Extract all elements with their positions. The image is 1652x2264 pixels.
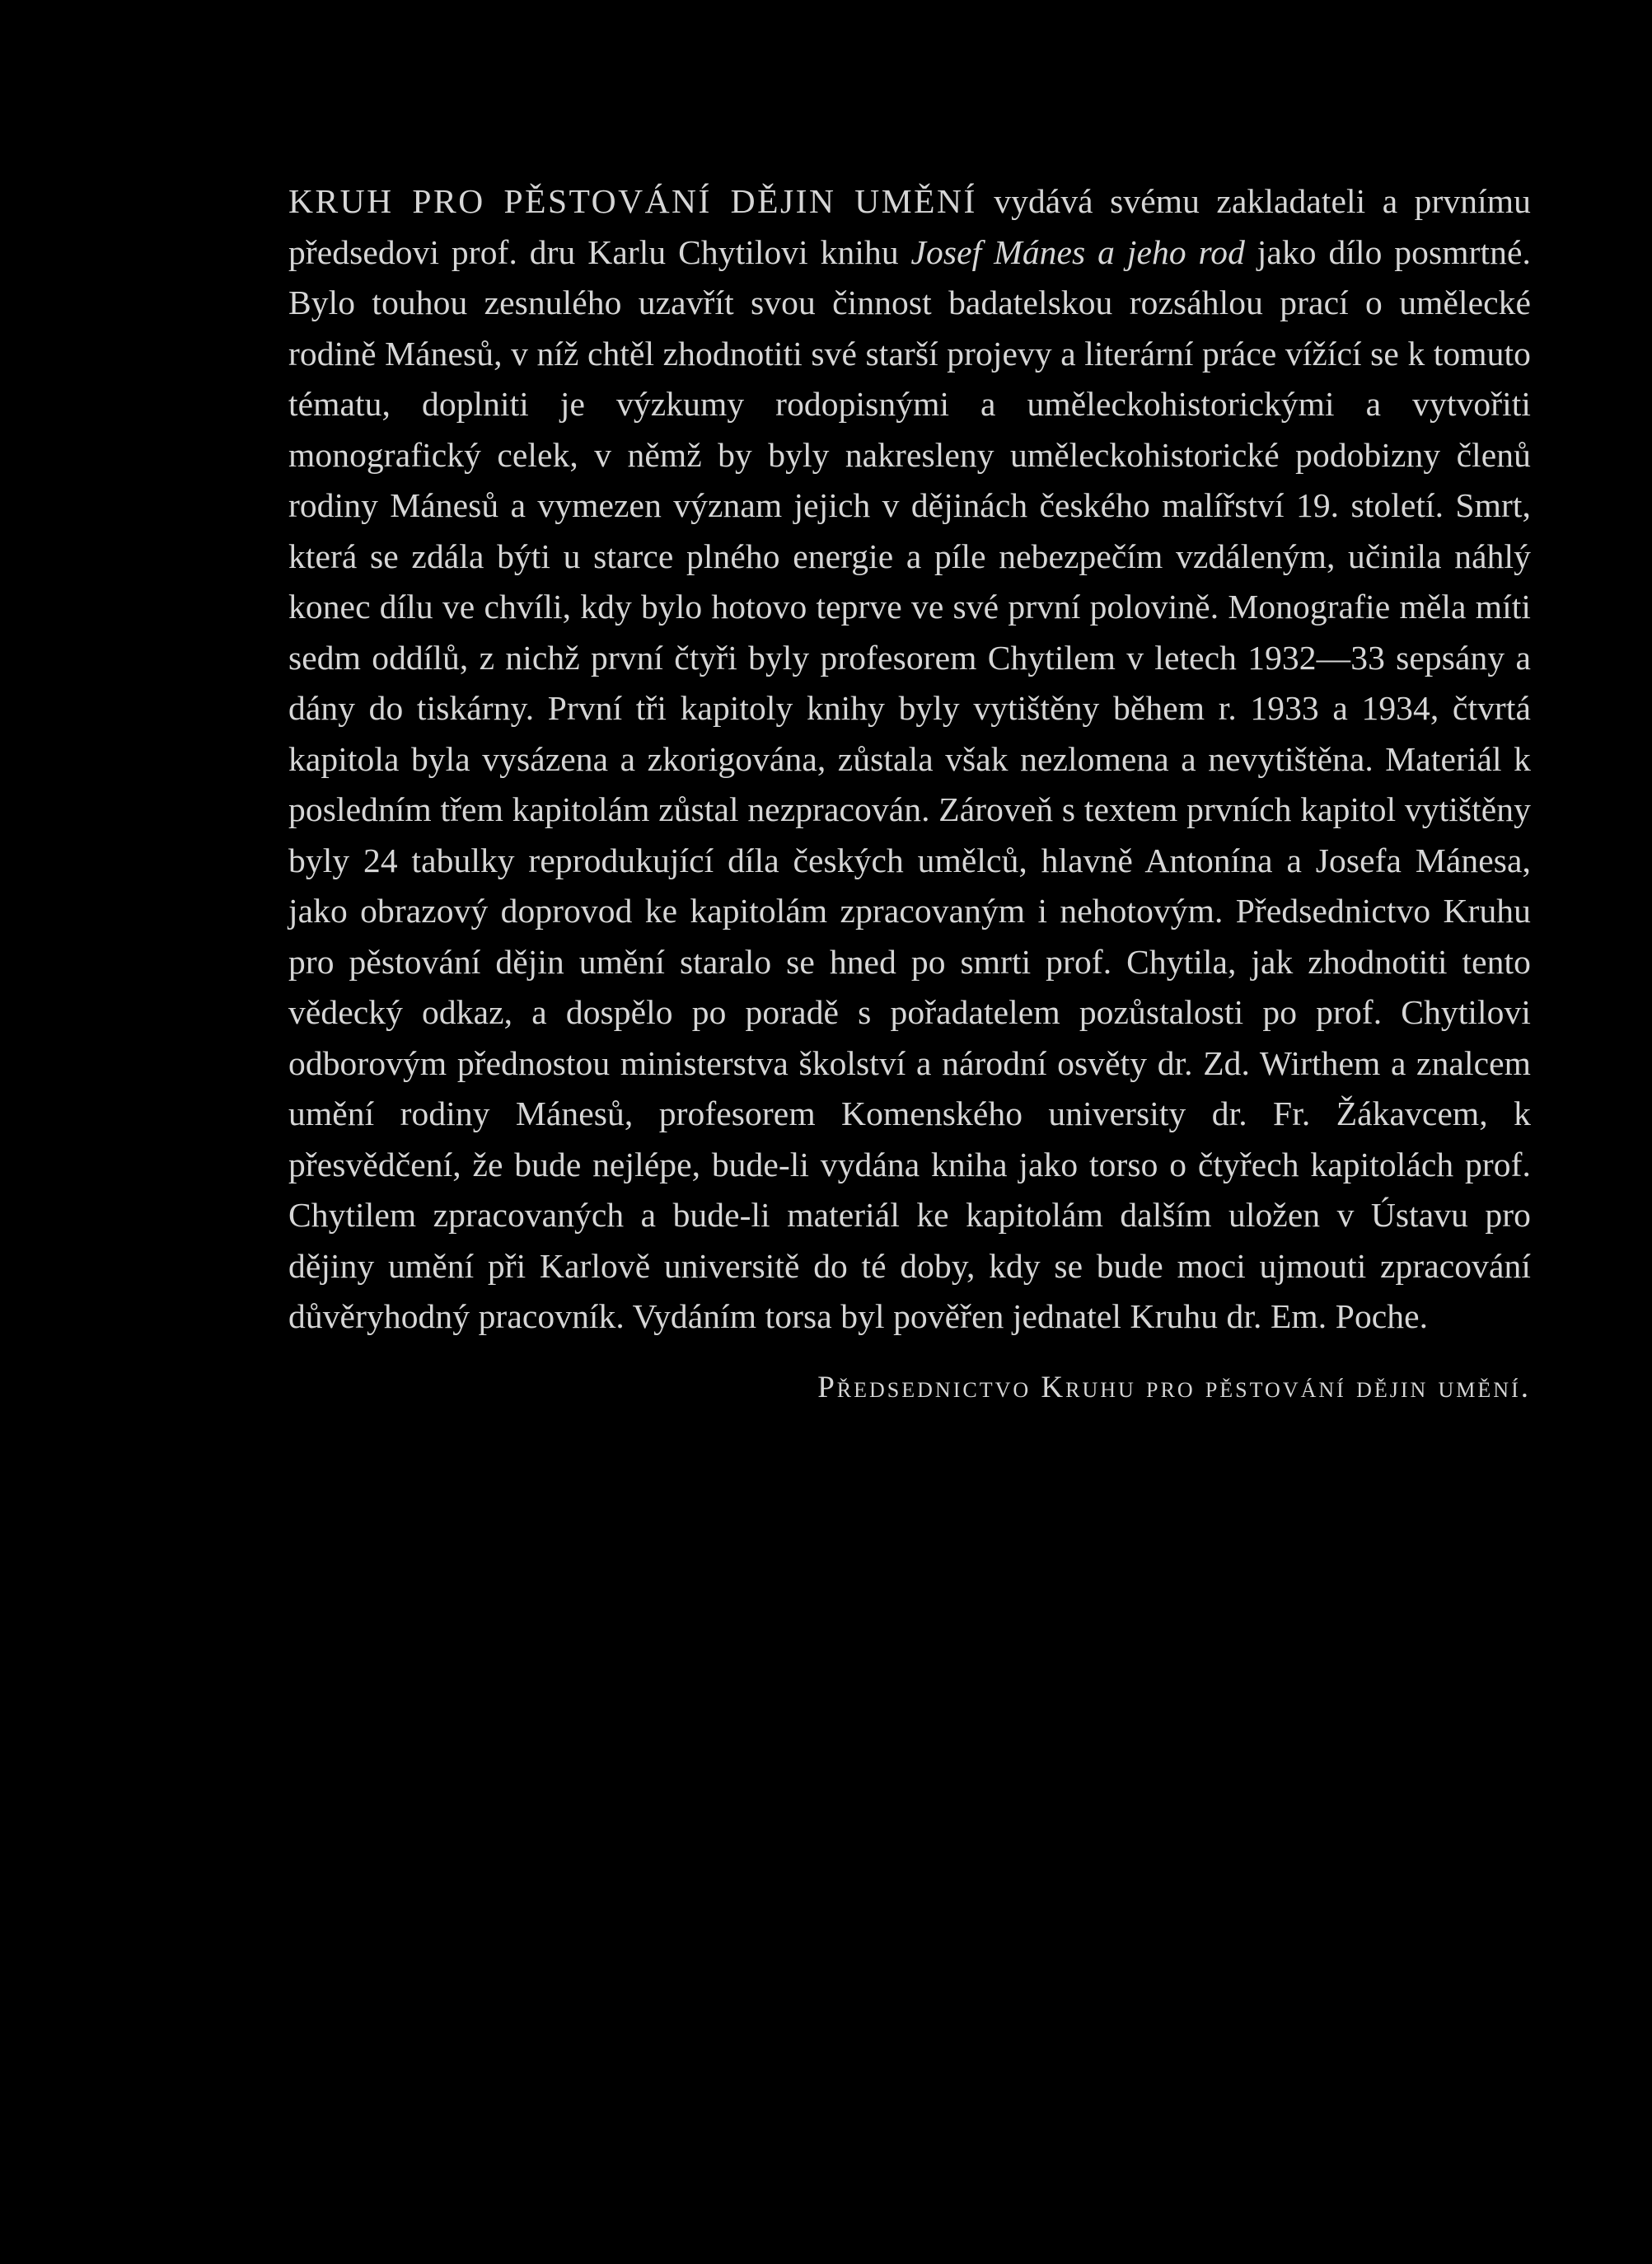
signature: Předsednictvo Kruhu pro pěstování dějin umění. (817, 1370, 1531, 1404)
book-title: Josef Mánes a jeho rod (910, 232, 1245, 271)
page-content (288, 176, 1531, 1409)
body-text: jako dílo posmrtné. Bylo touhou zesnulého uzavřít svou činnost badatelskou rozsáhlou prací o umělecké rodině Mánesů, v níž chtěl zhodnotiti své starší projevy a literární práce vížící se k tomuto tématu, doplniti je výzkumy rodopisnými a uměleckohistorickými a vytvořiti monografický celek, v němž by byly nakresleny uměleckohistorické podobizny členů rodiny Mánesů a vymezen význam jejich v dějinách českého malířství 19. století. Smrt, která se zdála býti u starce plného energie a píle nebezpečím vzdáleným, učinila náhlý konec dílu ve chvíli, kdy bylo hotovo teprve ve své první polovině. Monografie měla míti sedm oddílů, z nichž první čtyři byly profesorem Chytilem v letech 1932—33 sepsány a dány do tiskárny. První tři kapitoly knihy byly vytištěny během r. 1933 a 1934, čtvrtá kapitola byla vysázena a zkorigována, zůstala však nezlomena a nevytištěna. Materiál k posledním třem kapitolám zůstal nezpracován. Zároveň s textem prvních kapitol vytištěny byly 24 tabulky reprodukující díla českých umělců, hlavně Antonína a Josefa Mánesa, jako obrazový doprovod ke kapitolám zpracovaným i nehotovým. Předsednictvo Kruhu pro pěstování dějin umění staralo se hned po smrti prof. Chytila, jak zhodnotiti tento vědecký odkaz, a dospělo po poradě s pořadatelem pozůstalosti po prof. Chytilovi odborovým přednostou ministerstva školství a národní osvěty dr. Zd. Wirthem a znalcem umění rodiny Mánesů, profesorem Komenského university dr. Fr. Žákavcem, k přesvědčení, že bude nejlépe, bude-li vydána kniha jako torso o čtyřech kapitolách prof. Chytilem zpracovaných a bude-li materiál ke kapitolám dalším uložen v Ústavu pro dějiny umění při Karlově universitě do té doby, kdy se bude moci ujmouti zpracování důvěryhodný pracovník. Vydáním torsa byl pověřen jednatel Kruhu dr. Em. Poche. (288, 232, 1532, 1335)
main-paragraph (288, 176, 1531, 1343)
lead-caps: KRUH PRO PĚSTOVÁNÍ DĚJIN UMĚNÍ (288, 182, 977, 220)
intro-text: vydává svému zakladateli a prvnímu předsedovi prof. dru Karlu Chytilovi knihu (288, 182, 1531, 271)
